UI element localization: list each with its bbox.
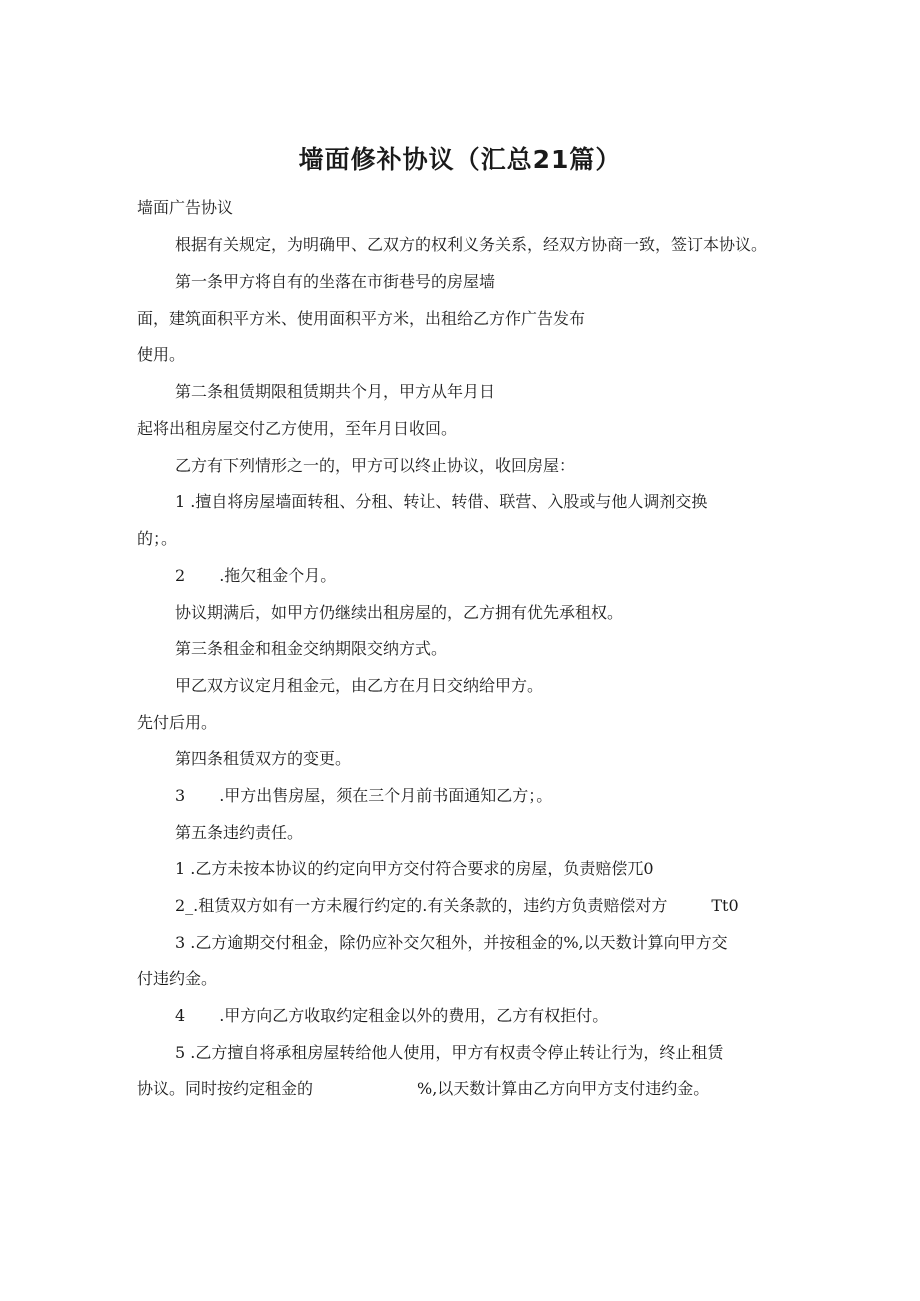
list-item-3-text: .甲方出售房屋，须在三个月前书面通知乙方；。 xyxy=(219,786,553,805)
paragraph-article-1-line-2: 面，建筑面积平方米、使用面积平方米，出租给乙方作广告发布 xyxy=(137,309,586,328)
paragraph-intro: 根据有关规定，为明确甲、乙双方的权利义务关系，经双方协商一致，签订本协议。 xyxy=(175,235,768,254)
liability-item-5-line-1: 5 .乙方擅自将承租房屋转给他人使用，甲方有权责令停止转让行为，终止租赁 xyxy=(175,1043,724,1062)
paragraph-priority-lease: 协议期满后，如甲方仍继续出租房屋的，乙方拥有优先承租权。 xyxy=(175,603,624,622)
list-item-2 xyxy=(175,564,336,588)
paragraph-rent-line-2: 先付后用。 xyxy=(137,713,218,732)
paragraph-article-1-line-3: 使用。 xyxy=(137,345,186,364)
paragraph-article-4: 第四条租赁双方的变更。 xyxy=(175,749,352,768)
liability-item-5-part-a: 协议。同时按约定租金的 xyxy=(137,1079,314,1098)
liability-item-5-part-b: %,以天数计算由乙方向甲方支付违约金。 xyxy=(417,1079,710,1098)
liability-item-3-line-2: 付违约金。 xyxy=(137,969,218,988)
liability-item-4 xyxy=(175,1004,608,1028)
paragraph-article-5: 第五条违约责任。 xyxy=(175,823,304,842)
paragraph-rent-line-1: 甲乙双方议定月租金元，由乙方在月日交纳给甲方。 xyxy=(175,676,544,695)
liability-item-2-tail: Tt0 xyxy=(711,896,739,915)
list-item-2-number: 2 xyxy=(175,566,186,585)
list-item-2-text: .拖欠租金个月。 xyxy=(219,566,337,585)
list-item-3-number: 3 xyxy=(175,786,186,805)
liability-item-3-line-1: 3 .乙方逾期交付租金，除仍应补交欠租外，并按租金的%,以天数计算向甲方交 xyxy=(175,933,728,952)
liability-item-4-number: 4 xyxy=(175,1006,186,1025)
list-item-1-line-2: 的；。 xyxy=(137,529,178,548)
liability-item-2 xyxy=(175,894,739,918)
list-item-3 xyxy=(175,784,552,808)
paragraph-termination: 乙方有下列情形之一的，甲方可以终止协议，收回房屋： xyxy=(175,456,576,475)
liability-item-2-text: 2_.租赁双方如有一方未履行约定的.有关条款的，违约方负责赔偿对方 xyxy=(175,896,668,915)
paragraph-article-1-line-1: 第一条甲方将自有的坐落在市街巷号的房屋墙 xyxy=(175,272,496,291)
liability-item-4-text: .甲方向乙方收取约定租金以外的费用，乙方有权拒付。 xyxy=(219,1006,609,1025)
paragraph-article-3: 第三条租金和租金交纳期限交纳方式。 xyxy=(175,639,448,658)
paragraph-article-2-line-2: 起将出租房屋交付乙方使用，至年月日收回。 xyxy=(137,419,458,438)
section-heading: 墙面广告协议 xyxy=(137,198,234,217)
paragraph-article-2-line-1: 第二条租赁期限租赁期共个月，甲方从年月日 xyxy=(175,382,496,401)
document-title: 墙面修补协议（汇总21篇） xyxy=(298,145,622,174)
list-item-1-line-1: 1 .擅自将房屋墙面转租、分租、转让、转借、联营、入股或与他人调剂交换 xyxy=(175,492,708,511)
liability-item-5-line-2 xyxy=(137,1077,709,1101)
liability-item-1: 1 .乙方未按本协议的约定向甲方交付符合要求的房屋，负责赔偿兀0 xyxy=(175,859,654,878)
